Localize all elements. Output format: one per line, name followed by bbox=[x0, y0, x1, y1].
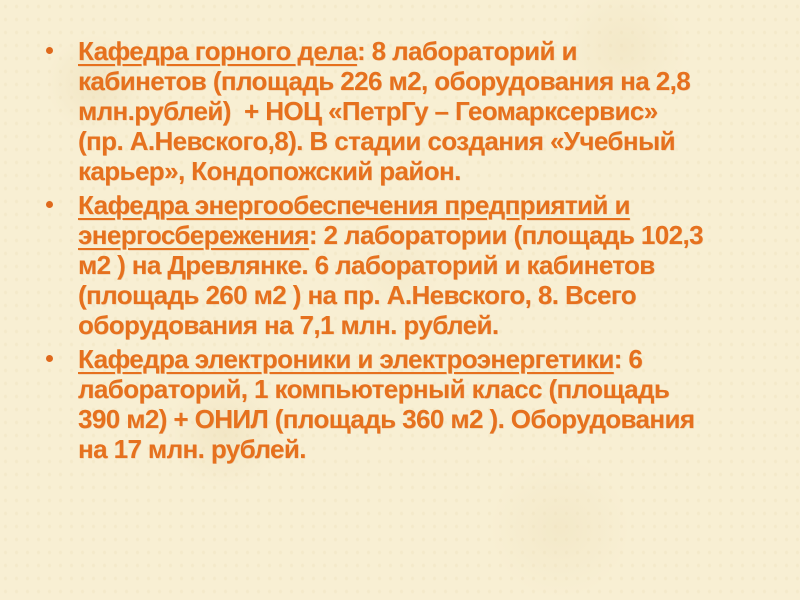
text-segment: кабинетов (площадь 226 м2, оборудования на 2,8 bbox=[78, 66, 691, 96]
bullet-item bbox=[44, 36, 770, 186]
bullet-line bbox=[78, 344, 770, 374]
text-segment: млн.рублей) + НОЦ «ПетрГу – Геомарксервис» bbox=[78, 96, 658, 126]
bullet-line bbox=[78, 96, 770, 126]
bullet-line bbox=[78, 66, 770, 96]
bullet-item bbox=[44, 190, 770, 340]
bullet-line bbox=[78, 434, 770, 464]
text-segment: : 2 лаборатории (площадь 102,3 bbox=[308, 220, 703, 250]
text-segment: 390 м2) + ОНИЛ (площадь 360 м2 ). Оборудования bbox=[78, 404, 695, 434]
text-segment: на 17 млн. рублей. bbox=[78, 434, 306, 464]
bullet-line bbox=[78, 280, 770, 310]
bullet-line bbox=[78, 156, 770, 186]
text-segment: м2 ) на Древлянке. 6 лабораторий и кабинетов bbox=[78, 250, 655, 280]
bullet-item bbox=[44, 344, 770, 464]
bullet-dot-icon bbox=[46, 201, 53, 208]
department-heading: Кафедра горного дела bbox=[78, 36, 357, 66]
bullet-line bbox=[78, 250, 770, 280]
bullet-dot-icon bbox=[46, 355, 53, 362]
bullet-text bbox=[78, 190, 770, 340]
text-segment: оборудования на 7,1 млн. рублей. bbox=[78, 310, 499, 340]
department-heading: энергосбережения bbox=[78, 220, 309, 250]
bullet-line bbox=[78, 190, 770, 220]
bullet-text bbox=[78, 344, 770, 464]
bullet-line bbox=[78, 310, 770, 340]
bullet-line bbox=[78, 36, 770, 66]
bullet-text bbox=[78, 36, 770, 186]
bullet-line bbox=[78, 404, 770, 434]
text-segment: : 6 bbox=[613, 344, 643, 374]
bullet-line bbox=[78, 374, 770, 404]
text-segment: : 8 лабораторий и bbox=[356, 36, 577, 66]
department-heading: Кафедра энергообеспечения предприятий и bbox=[78, 190, 630, 220]
department-heading: Кафедра электроники и электроэнергетики bbox=[78, 344, 614, 374]
text-segment: карьер», Кондопожский район. bbox=[78, 156, 461, 186]
text-segment: (пр. А.Невского,8). В стадии создания «Учебный bbox=[78, 126, 675, 156]
text-segment: лабораторий, 1 компьютерный класс (площадь bbox=[78, 374, 670, 404]
text-segment: (площадь 260 м2 ) на пр. А.Невского, 8. Всего bbox=[78, 280, 637, 310]
bullet-dot-icon bbox=[46, 47, 53, 54]
bullet-line bbox=[78, 126, 770, 156]
bullet-line bbox=[78, 220, 770, 250]
